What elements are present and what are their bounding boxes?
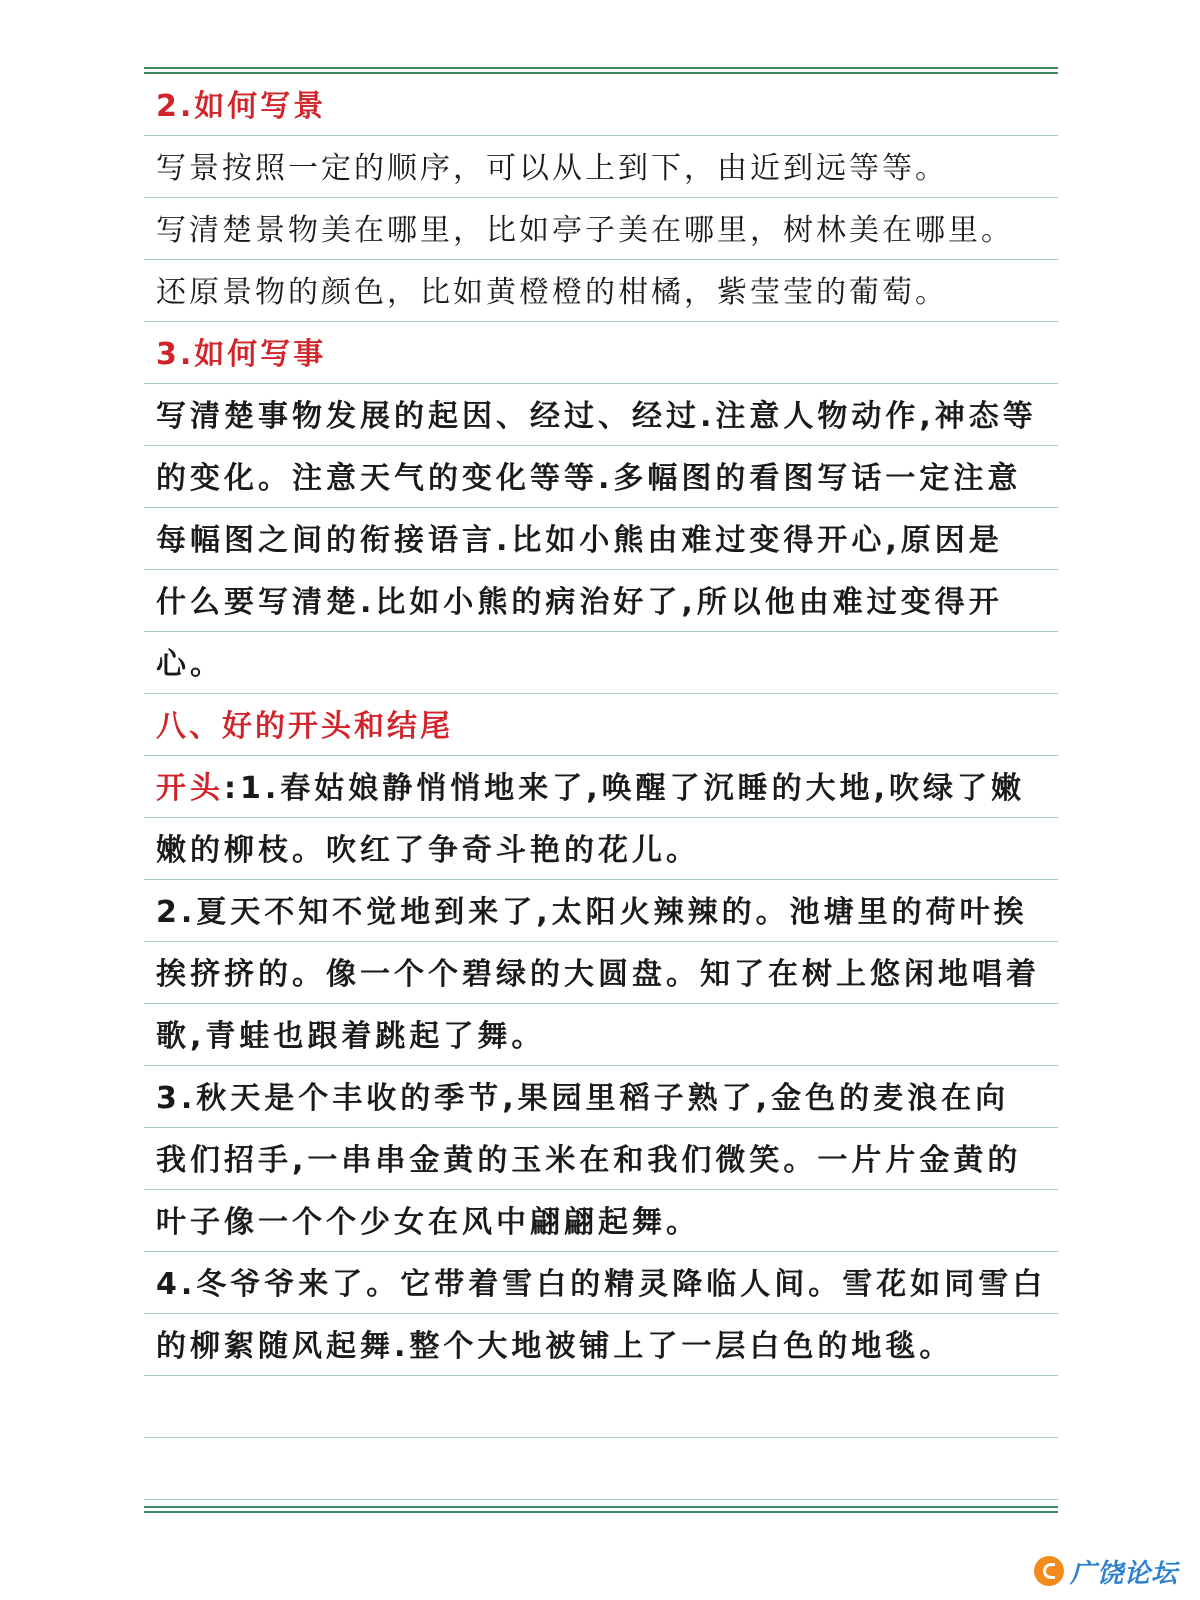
body-text: 挨挤挤的。像一个个碧绿的大圆盘。知了在树上悠闲地唱着 bbox=[156, 957, 1040, 992]
ruled-line bbox=[144, 694, 1058, 756]
body-text bbox=[156, 771, 1025, 807]
ruled-line-empty bbox=[144, 1438, 1058, 1500]
ruled-line bbox=[144, 1004, 1058, 1066]
body-text: 写清楚景物美在哪里，比如亭子美在哪里，树林美在哪里。 bbox=[156, 213, 1014, 248]
ruled-line bbox=[144, 74, 1058, 136]
body-text: 的柳絮随风起舞.整个大地被铺上了一层白色的地毯。 bbox=[156, 1329, 954, 1364]
ruled-line bbox=[144, 1190, 1058, 1252]
body-text: 嫩的柳枝。吹红了争奇斗艳的花儿。 bbox=[156, 833, 700, 868]
ruled-line bbox=[144, 1314, 1058, 1376]
body-text: 2.夏天不知不觉地到来了,太阳火辣辣的。池塘里的荷叶挨 bbox=[156, 895, 1028, 930]
body-text: 什么要写清楚.比如小熊的病治好了,所以他由难过变得开 bbox=[156, 585, 1003, 620]
body-text: 每幅图之间的衔接语言.比如小熊由难过变得开心,原因是 bbox=[156, 523, 1003, 558]
ruled-line bbox=[144, 1066, 1058, 1128]
ruled-line bbox=[144, 322, 1058, 384]
ruled-line bbox=[144, 198, 1058, 260]
ruled-line bbox=[144, 632, 1058, 694]
ruled-line bbox=[144, 446, 1058, 508]
section-heading-events: 3.如何写事 bbox=[156, 337, 327, 372]
body-text: 我们招手,一串串金黄的玉米在和我们微笑。一片片金黄的 bbox=[156, 1143, 1022, 1178]
ruled-line bbox=[144, 260, 1058, 322]
notebook-page bbox=[144, 67, 1058, 1513]
section-heading-openings: 八、好的开头和结尾 bbox=[156, 709, 453, 744]
body-text: 3.秋天是个丰收的季节,果园里稻子熟了,金色的麦浪在向 bbox=[156, 1081, 1010, 1116]
opening-label: 开头 bbox=[156, 771, 224, 806]
ruled-line-empty bbox=[144, 1376, 1058, 1438]
body-text: 写清楚事物发展的起因、经过、经过.注意人物动作,神态等 bbox=[156, 399, 1037, 434]
ruled-line bbox=[144, 1128, 1058, 1190]
ruled-line bbox=[144, 508, 1058, 570]
ruled-line bbox=[144, 942, 1058, 1004]
ruled-line bbox=[144, 756, 1058, 818]
body-text: 叶子像一个个少女在风中翩翩起舞。 bbox=[156, 1205, 700, 1240]
body-text: 4.冬爷爷来了。它带着雪白的精灵降临人间。雪花如同雪白 bbox=[156, 1267, 1047, 1302]
body-text: 还原景物的颜色，比如黄橙橙的柑橘，紫莹莹的葡萄。 bbox=[156, 275, 948, 310]
body-text: 的变化。注意天气的变化等等.多幅图的看图写话一定注意 bbox=[156, 461, 1022, 496]
forum-logo-icon bbox=[1034, 1556, 1064, 1586]
section-heading-scenery: 2.如何写景 bbox=[156, 89, 327, 124]
ruled-line bbox=[144, 384, 1058, 446]
bottom-double-rule bbox=[144, 1506, 1058, 1513]
body-text: 写景按照一定的顺序，可以从上到下，由近到远等等。 bbox=[156, 151, 948, 186]
top-double-rule bbox=[144, 67, 1058, 74]
body-text: 歌,青蛙也跟着跳起了舞。 bbox=[156, 1019, 546, 1054]
ruled-line bbox=[144, 136, 1058, 198]
opening-text: :1.春姑娘静悄悄地来了,唤醒了沉睡的大地,吹绿了嫩 bbox=[224, 771, 1026, 806]
watermark bbox=[1034, 1554, 1178, 1588]
watermark-text: 广饶论坛 bbox=[1069, 1558, 1178, 1589]
ruled-lines bbox=[144, 74, 1058, 1500]
body-text: 心。 bbox=[156, 647, 224, 682]
ruled-line bbox=[144, 1252, 1058, 1314]
ruled-line bbox=[144, 570, 1058, 632]
ruled-line bbox=[144, 880, 1058, 942]
ruled-line bbox=[144, 818, 1058, 880]
